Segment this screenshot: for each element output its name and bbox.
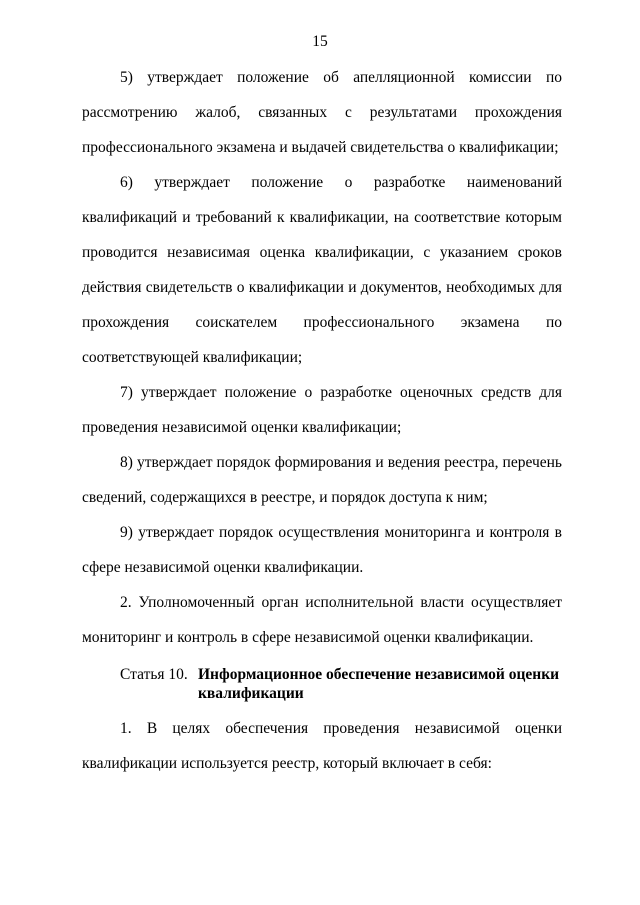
page-content bbox=[82, 60, 562, 781]
paragraph-article-point-1: 1. В целях обеспечения проведения независимой оценки квалификации используется реестр, который включает в себя: bbox=[82, 720, 562, 772]
paragraph-item-6: 6) утверждает положение о разработке наименований квалификаций и требований к квалификации, на соответствие которым проводится независимая оценка квалификации, с указанием сроков действия свидетельств о квалификации и документов, необходимых для прохождения соискателем профессионального экзамена по соответствующей квалификации; bbox=[82, 174, 562, 366]
paragraph-point-2: 2. Уполномоченный орган исполнительной власти осуществляет мониторинг и контроль в сфере независимой оценки квалификации. bbox=[82, 594, 562, 646]
page-number: 15 bbox=[312, 33, 328, 50]
article-title: Информационное обеспечение независимой оценки квалификации bbox=[198, 666, 560, 702]
paragraph-item-8: 8) утверждает порядок формирования и ведения реестра, перечень сведений, содержащихся в реестре, и порядок доступа к ним; bbox=[82, 454, 562, 506]
article-label: Статья 10. bbox=[120, 666, 188, 683]
article-heading bbox=[82, 665, 562, 703]
paragraph-item-7: 7) утверждает положение о разработке оценочных средств для проведения независимой оценки квалификации; bbox=[82, 384, 562, 436]
paragraph-item-9: 9) утверждает порядок осуществления мониторинга и контроля в сфере независимой оценки квалификации. bbox=[82, 524, 562, 576]
paragraph-item-5: 5) утверждает положение об апелляционной комиссии по рассмотрению жалоб, связанных с результатами прохождения профессионального экзамена и выдачей свидетельства о квалификации; bbox=[82, 69, 562, 156]
